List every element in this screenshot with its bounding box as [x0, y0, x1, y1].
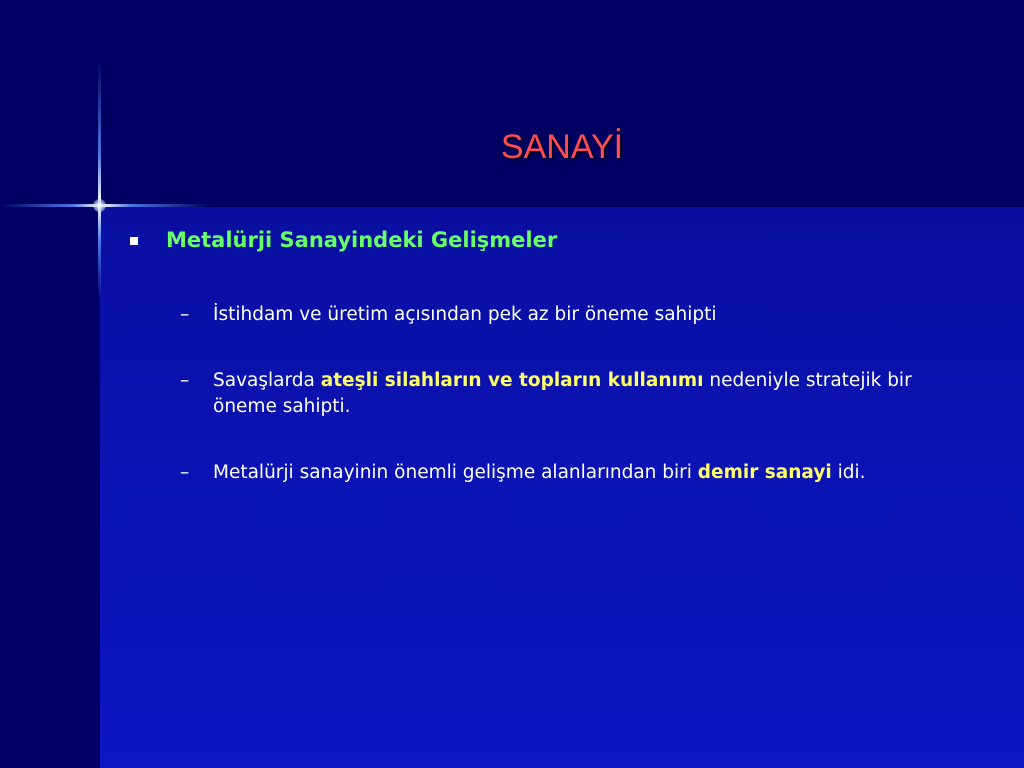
sparkle-star-icon	[93, 199, 106, 212]
highlighted-text: demir sanayi	[697, 462, 832, 483]
sub-item-1	[180, 302, 960, 328]
sub-item-text-after: idi.	[831, 462, 866, 483]
sub-item-text-before: Metalürji sanayinin önemli gelişme alanlarından biri	[213, 462, 698, 483]
slide-title: SANAYİ	[500, 128, 624, 166]
sub-item-text	[213, 460, 960, 486]
sparkle-vertical-line	[98, 60, 101, 300]
dash-marker: –	[180, 304, 190, 325]
left-strip	[0, 207, 100, 768]
sub-item-text-after: nedeniyle stratejik bir öneme sahipti.	[213, 370, 912, 417]
sub-item-3	[180, 460, 960, 486]
sub-item-2	[180, 368, 960, 420]
dash-marker: –	[180, 462, 190, 483]
sub-item-text	[213, 368, 960, 420]
bullet-heading: Metalürji Sanayindeki Gelişmeler	[166, 228, 558, 252]
dash-marker: –	[180, 370, 190, 391]
bullet-item	[130, 228, 557, 252]
content-panel	[100, 207, 1024, 768]
sub-item-text-before: Savaşlarda	[213, 370, 321, 391]
square-bullet-icon	[130, 237, 138, 245]
highlighted-text: ateşli silahların ve topların kullanımı	[320, 370, 704, 391]
sub-item-text: İstihdam ve üretim açısından pek az bir öneme sahipti	[213, 304, 717, 325]
